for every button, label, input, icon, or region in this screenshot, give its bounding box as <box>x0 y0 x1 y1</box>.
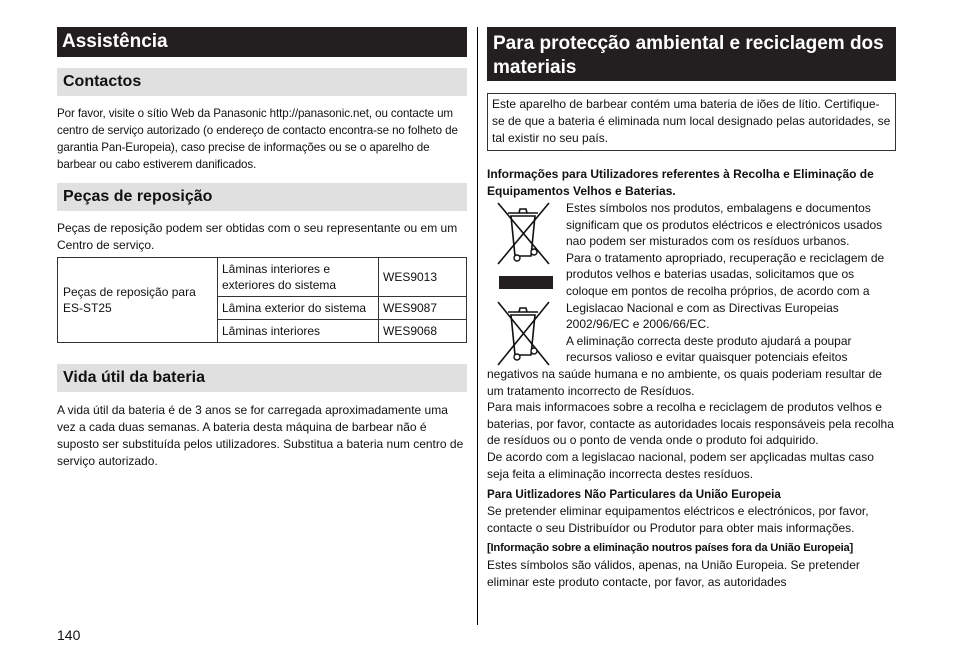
weee-block <box>487 200 896 590</box>
battery-notice-box: Este aparelho de barbear contém uma bateria de iões de lítio. Certifique-se de que a bateria é eliminada num local designado pelas autoridades, se tal existir no seu país. <box>487 93 896 151</box>
weee-paragraph-2: Para o tratamento apropriado, recuperação e reciclagem de produtos velhos e baterias usadas, solicitamos que os coloque em pontos de recolha próprios, de acordo com a Legislacao Nacional e com as Directivas Europeias 2002/96/EC e 2006/66/EC. <box>566 250 885 332</box>
column-divider <box>477 27 478 625</box>
table-row <box>58 258 467 297</box>
weee-paragraph-3b: negativos na saúde humana e no ambiente, os quais poderiam resultar de um tratamento incorrecto de Resíduos. <box>487 366 882 398</box>
heading-spare-parts: Peças de reposição <box>57 183 467 211</box>
weee-title: Informações para Utilizadores referentes à Recolha e Eliminação de Equipamentos Velhos e Baterias. <box>487 167 874 198</box>
section-title-environment: Para protecção ambiental e reciclagem dos materiais <box>487 27 896 81</box>
weee-paragraph-5: De acordo com a legislacao nacional, podem ser apçlicadas multas caso seja feita a eliminação incorrecta destes resíduos. <box>487 449 874 481</box>
table-cell-model: WES9013 <box>379 258 467 297</box>
business-users-text: Se pretender eliminar equipamentos eléctricos e electrónicos, por favor, contacte o seu Distribuídor ou Produtor para obter mais informações. <box>487 504 869 535</box>
weee-paragraph-1: Estes símbolos nos produtos, embalagens e documentos significam que os produtos eléctricos e electrónicos usados nao podem ser misturados com os resíduos urbanos. <box>566 201 883 249</box>
table-cell-model: WES9087 <box>379 297 467 320</box>
contacts-text: Por favor, visite o sítio Web da Panasonic http://panasonic.net, ou contacte um centro de serviço autorizado (o endereço de contacto encontra-se no folheto de garantia Pan-Europeia), caso precise de informações ou se o aparelho de barbear ou cabo estiverem danificados. <box>57 107 458 171</box>
weee-paragraph-4: Para mais informacoes sobre a recolha e reciclagem de produtos velhos e baterias, por favor, contacte as autoridades locais responsáveis pela recolha de resíduos ou o ponto de venda onde o produto foi adquirido. <box>487 400 894 448</box>
business-users-heading: Para Uitlizadores Não Particulares da União Europeia <box>487 488 781 502</box>
outside-eu-heading: [Informação sobre a eliminação noutros países fora da União Europeia] <box>487 542 854 555</box>
table-cell-part: Lâmina exterior do sistema <box>218 297 379 320</box>
heading-battery-life: Vida útil da bateria <box>57 364 467 392</box>
heading-contacts: Contactos <box>57 68 467 96</box>
table-cell-part: Lâminas interiores e exteriores do sistema <box>218 258 379 297</box>
table-cell-model: WES9068 <box>379 320 467 343</box>
table-label-cell: Peças de reposição para ES-ST25 <box>58 258 218 343</box>
crossed-out-wheelie-bin-with-bar-icon <box>493 299 553 367</box>
battery-life-text: A vida útil da bateria é de 3 anos se for carregada aproximadamente uma vez a cada duas semanas. A bateria desta máquina de barbear não é suposto ser substituída pelos utilizadores. Substitua a bateria num centro de serviço autorizado. <box>57 403 464 468</box>
weee-paragraph-3a: A eliminação correcta deste produto ajudará a poupar recursos valioso e evitar quaisquer potenciais efeitos <box>566 333 852 365</box>
page-number: 140 <box>57 627 81 643</box>
separate-collection-bar-icon <box>499 276 553 289</box>
table-cell-part: Lâminas interiores <box>218 320 379 343</box>
left-column <box>57 27 467 470</box>
right-column <box>487 27 896 590</box>
spare-parts-text: Peças de reposição podem ser obtidas com o seu representante ou em um Centro de serviço. <box>57 221 458 252</box>
section-title-assistance: Assistência <box>57 27 467 57</box>
outside-eu-text: Estes símbolos são válidos, apenas, na União Europeia. Se pretender eliminar este produto contacte, por favor, as autoridades <box>487 558 860 589</box>
weee-icons <box>493 200 553 367</box>
spare-parts-table <box>57 257 467 343</box>
crossed-out-wheelie-bin-icon <box>493 200 553 266</box>
